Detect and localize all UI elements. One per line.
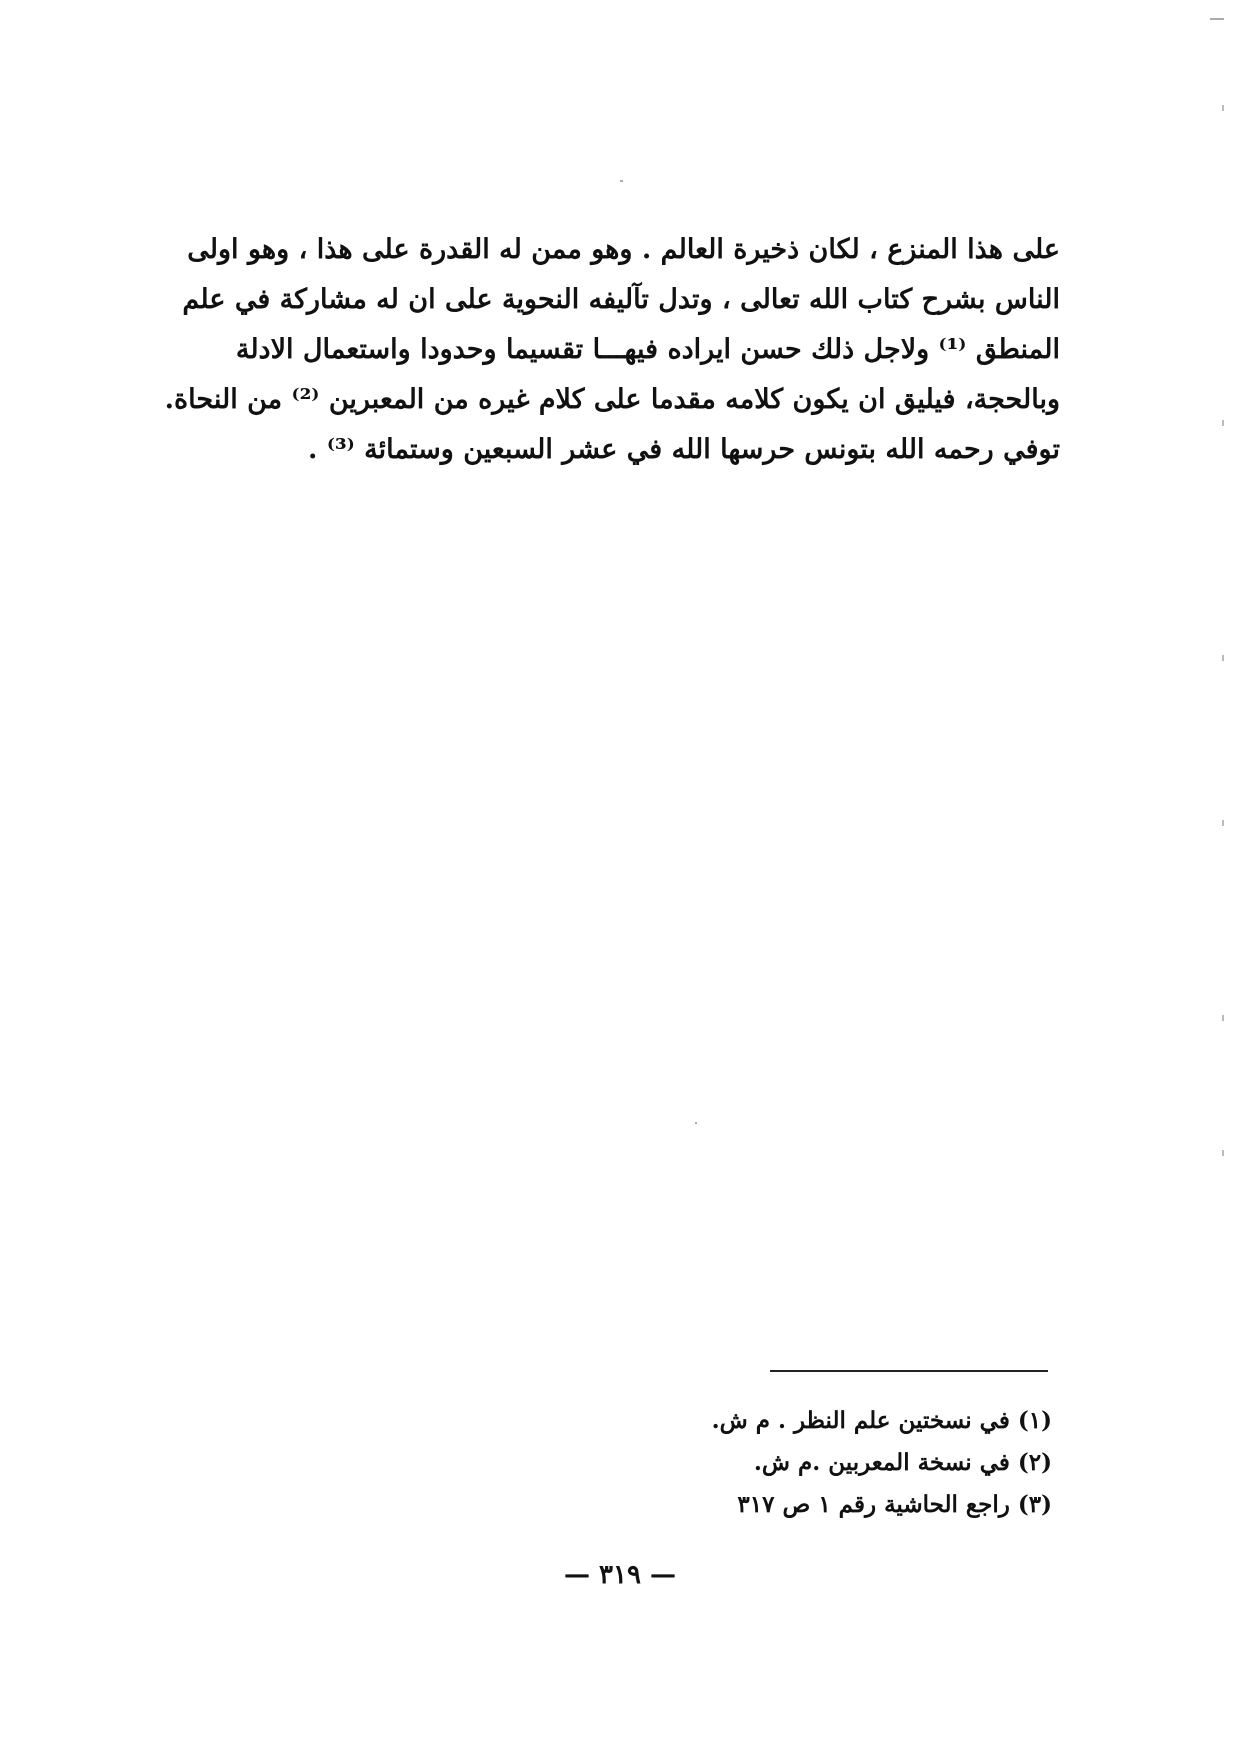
scan-speck	[1222, 420, 1224, 426]
footnote-separator	[770, 1370, 1048, 1372]
scan-speck	[1222, 105, 1224, 111]
footnote-2: (٢) في نسخة المعربين .م ش.	[753, 1449, 1052, 1476]
body-line-4: وبالحجة، فيليق ان يكون كلامه مقدما على كلام غيره من المعبرين ⁽²⁾ من النحاة.	[164, 384, 1060, 415]
body-line-5: توفي رحمه الله بتونس حرسها الله في عشر السبعين وستمائة ⁽³⁾ .	[308, 434, 1060, 465]
body-line-1: على هذا المنزع ، لكان ذخيرة العالم . وهو ممن له القدرة على هذا ، وهو اولى	[187, 234, 1060, 265]
body-paragraph	[164, 225, 1060, 475]
body-line-2: الناس بشرح كتاب الله تعالى ، وتدل تآليفه النحوية على ان له مشاركة في علم	[182, 284, 1060, 315]
scan-speck	[620, 180, 623, 182]
scan-speck	[1210, 18, 1224, 20]
footnotes	[532, 1400, 1052, 1526]
footnote-3: (٣) راجع الحاشية رقم ١ ص ٣١٧	[737, 1491, 1052, 1518]
page-number: — ٣١٩ —	[563, 1560, 677, 1590]
footnote-1: (١) في نسختين علم النظر . م ش.	[711, 1407, 1052, 1434]
scan-speck	[1222, 1150, 1224, 1156]
scan-speck	[1222, 655, 1224, 661]
scan-speck	[695, 1122, 697, 1124]
scan-speck	[1222, 1015, 1224, 1021]
scan-speck	[1222, 820, 1224, 826]
body-line-3: المنطق ⁽¹⁾ ولاجل ذلك حسن ايراده فيهـــا تقسيما وحدودا واستعمال الادلة	[235, 334, 1060, 365]
